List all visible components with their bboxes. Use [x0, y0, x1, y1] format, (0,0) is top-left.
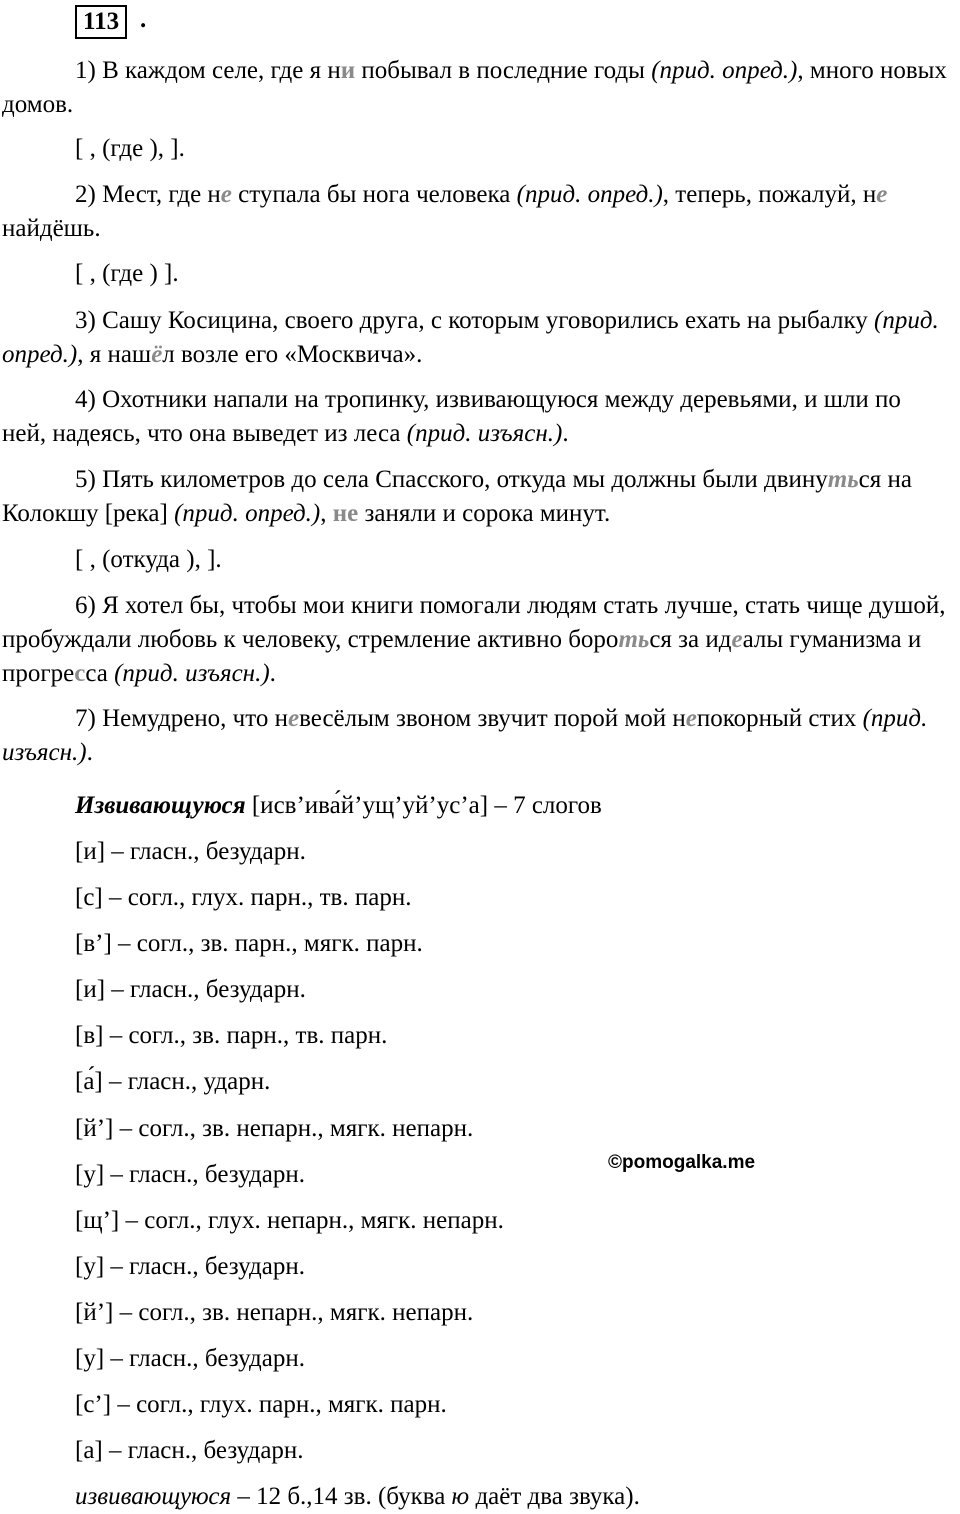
exercise-number-dot: .: [140, 6, 147, 33]
text: ,: [320, 500, 333, 527]
highlight-letter: ё: [151, 341, 163, 368]
clause-note: (прид. опред.): [516, 181, 663, 208]
sentence-4: [2, 383, 950, 451]
summary-letter: ю: [451, 1483, 470, 1510]
text: ся на Колокшу [река]: [2, 466, 912, 527]
text: ступала бы нога человека: [231, 181, 517, 208]
text: 5) Пять километров до села Спасского, откуда мы должны были двину: [75, 466, 828, 493]
sound-row: [а́] – гласн., ударн.: [75, 1068, 271, 1095]
sound-row: [у] – гласн., безударн.: [75, 1161, 305, 1188]
text: найдёшь.: [2, 215, 101, 242]
sound-row: [щ’] – согл., глух. непарн., мягк. непарн.: [75, 1207, 504, 1234]
clause-note: (прид. опред.): [2, 307, 939, 368]
analysis-word: Извивающуюся: [75, 792, 246, 819]
sentence-7: [2, 702, 950, 770]
text: , много новых домов.: [2, 57, 947, 118]
analysis-transcription: [исв’ива́й’ущ’уй’ус’а] – 7 слогов: [245, 792, 602, 819]
sound-row: [в] – согл., зв. парн., тв. парн.: [75, 1022, 388, 1049]
scheme-2: [ , (где ) ].: [75, 260, 179, 287]
text: .: [86, 739, 93, 766]
sound-row: [у] – гласн., безударн.: [75, 1345, 305, 1372]
text: .: [269, 660, 276, 687]
highlight-letters: не: [332, 500, 359, 527]
sound-row: [в’] – согл., зв. парн., мягк. парн.: [75, 930, 423, 957]
sound-row: [у] – гласн., безударн.: [75, 1253, 305, 1280]
analysis-header: [75, 789, 602, 823]
sentence-6: [2, 589, 950, 691]
text: 4) Охотники напали на тропинку, извивающуюся между деревьями, и шли по ней, надеясь, что она выведет из леса: [2, 386, 901, 447]
highlight-letter: е: [876, 181, 888, 208]
highlight-letter: е: [731, 626, 743, 653]
highlight-letter: е: [685, 705, 697, 732]
clause-note: (прид. опред.): [174, 500, 321, 527]
text: заняли и сорока минут.: [358, 500, 611, 527]
highlight-letter: е: [220, 181, 232, 208]
clause-note: (прид. изъясн.): [114, 660, 270, 687]
sound-row: [и] – гласн., безударн.: [75, 838, 306, 865]
clause-note: (прид. изъясн.): [406, 420, 563, 447]
text: весёлым звоном звучит порой мой н: [299, 705, 686, 732]
analysis-summary: [75, 1480, 640, 1514]
exercise-number: 113: [75, 5, 127, 39]
highlight-letters: ть: [827, 466, 859, 493]
text: 1) В каждом селе, где я н: [75, 57, 341, 84]
text: алы гуманизма и прогре: [2, 626, 922, 687]
text: .: [562, 420, 569, 447]
summary-word: извивающуюся: [75, 1483, 232, 1510]
text: покорный стих: [696, 705, 863, 732]
text: 6) Я хотел бы, чтобы мои книги помогали людям стать лучше, стать чище душой, пробуждали любовь к человеку, стремление активно боро: [2, 592, 946, 653]
scheme-5: [ , (откуда ), ].: [75, 546, 222, 573]
sound-row: [й’] – согл., зв. непарн., мягк. непарн.: [75, 1115, 474, 1142]
watermark: ©pomogalka.me: [608, 1152, 756, 1173]
highlight-letter: с: [74, 660, 86, 687]
highlight-letters: ть: [618, 626, 650, 653]
text: побывал в последние годы: [355, 57, 652, 84]
text: 2) Мест, где н: [75, 181, 221, 208]
sentence-1: [2, 54, 950, 122]
text: 3) Сашу Косицина, своего друга, с которым уговорились ехать на рыбалку: [75, 307, 874, 334]
text: са: [85, 660, 115, 687]
sound-row: [а] – гласн., безударн.: [75, 1437, 304, 1464]
sentence-5: [2, 463, 950, 531]
sentence-3: [2, 304, 950, 372]
clause-note: (прид. изъясн.): [2, 705, 928, 766]
highlight-letter: е: [287, 705, 300, 732]
sound-row: [й’] – согл., зв. непарн., мягк. непарн.: [75, 1299, 474, 1326]
summary-text: – 12 б.,14 зв. (буква: [231, 1483, 452, 1510]
summary-text: даёт два звука).: [469, 1483, 640, 1510]
sentence-2: [2, 178, 950, 246]
scheme-1: [ , (где ), ].: [75, 135, 185, 162]
text: , теперь, пожалуй, н: [662, 181, 877, 208]
text: , я наш: [77, 341, 152, 368]
text: ся за ид: [649, 626, 732, 653]
text: л возле его «Москвича».: [162, 341, 423, 368]
highlight-letter: и: [340, 57, 356, 84]
text: 7) Немудрено, что н: [75, 705, 288, 732]
sound-row: [и] – гласн., безударн.: [75, 976, 306, 1003]
sound-row: [с] – согл., глух. парн., тв. парн.: [75, 884, 412, 911]
clause-note: (прид. опред.): [651, 57, 798, 84]
sound-row: [с’] – согл., глух. парн., мягк. парн.: [75, 1391, 447, 1418]
